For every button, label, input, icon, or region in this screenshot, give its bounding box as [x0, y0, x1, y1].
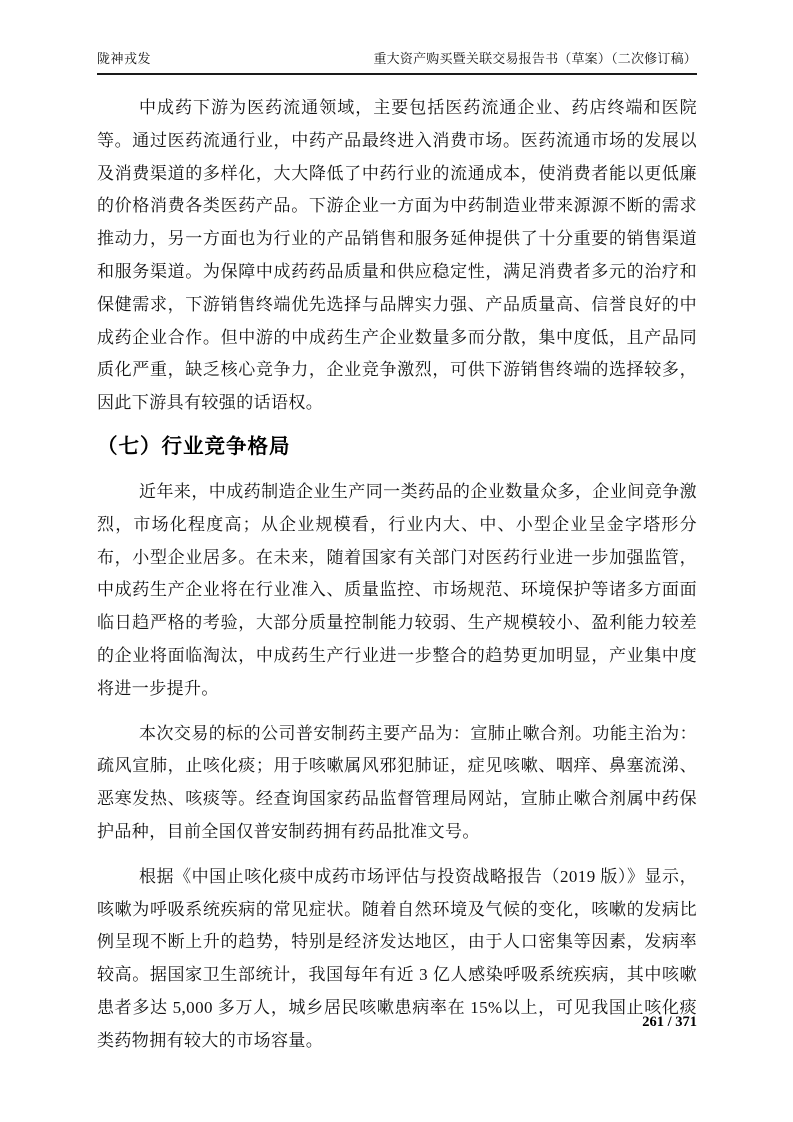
- body-paragraph-downstream: 中成药下游为医药流通领域，主要包括医药流通企业、药店终端和医院等。通过医药流通行业，中药产品最终进入消费市场。医药流通市场的发展以及消费渠道的多样化，大大降低了中药行业的流通成本，使消费者能以更低廉的价格消费各类医药产品。下游企业一方面为中药制造业带来源源不断的需求推动力，另一方面也为行业的产品销售和服务延伸提供了十分重要的销售渠道和服务渠道。为保障中成药药品质量和供应稳定性，满足消费者多元的治疗和保健需求，下游销售终端优先选择与品牌实力强、产品质量高、信誉良好的中成药企业合作。但中游的中成药生产企业数量多而分散，集中度低，且产品同质化严重，缺乏核心竞争力，企业竞争激烈，可供下游销售终端的选择较多，因此下游具有较强的话语权。: [97, 98, 697, 413]
- page-number: 261 / 371: [642, 1014, 697, 1030]
- body-paragraph-competition: 近年来，中成药制造企业生产同一类药品的企业数量众多，企业间竞争激烈，市场化程度高；从企业规模看，行业内大、中、小型企业呈金字塔形分布，小型企业居多。在未来，随着国家有关部门对医药行业进一步加强监管，中成药生产企业将在行业准入、质量监控、市场规范、环境保护等诸多方面面临日趋严格的考验，大部分质量控制能力较弱、生产规模较小、盈利能力较差的企业将面临淘汰，中成药生产行业进一步整合的趋势更加明显，产业集中度将进一步提升。: [97, 481, 697, 698]
- page-footer: [97, 1014, 697, 1031]
- page-content: [97, 92, 697, 1070]
- page-header: [97, 50, 697, 75]
- header-report-title: 重大资产购买暨关联交易报告书（草案）（二次修订稿）: [373, 51, 697, 66]
- section-heading-industry-competition: （七）行业竞争格局: [97, 434, 291, 458]
- header-company-name: 陇神戎发: [97, 51, 152, 66]
- body-paragraph-market-report: 根据《中国止咳化痰中成药市场评估与投资战略报告（2019 版）》显示，咳嗽为呼吸系统疾病的常见症状。随着自然环境及气候的变化，咳嗽的发病比例呈现不断上升的趋势，特别是经济发达地区，由于人口密集等因素，发病率较高。据国家卫生部统计，我国每年有近 3 亿人感染呼吸系统疾病，其中咳嗽患者多达 5,000 多万人，城乡居民咳嗽患病率在 15%以上，可见我国止咳化痰类药物拥有较大的市场容量。: [97, 866, 697, 1050]
- body-paragraph-target-product: 本次交易的标的公司普安制药主要产品为：宣肺止嗽合剂。功能主治为：疏风宣肺，止咳化痰；用于咳嗽属风邪犯肺证，症见咳嗽、咽痒、鼻塞流涕、恶寒发热、咳痰等。经查询国家药品监督管理局网站，宣肺止嗽合剂属中药保护品种，目前全国仅普安制药拥有药品批准文号。: [97, 723, 697, 841]
